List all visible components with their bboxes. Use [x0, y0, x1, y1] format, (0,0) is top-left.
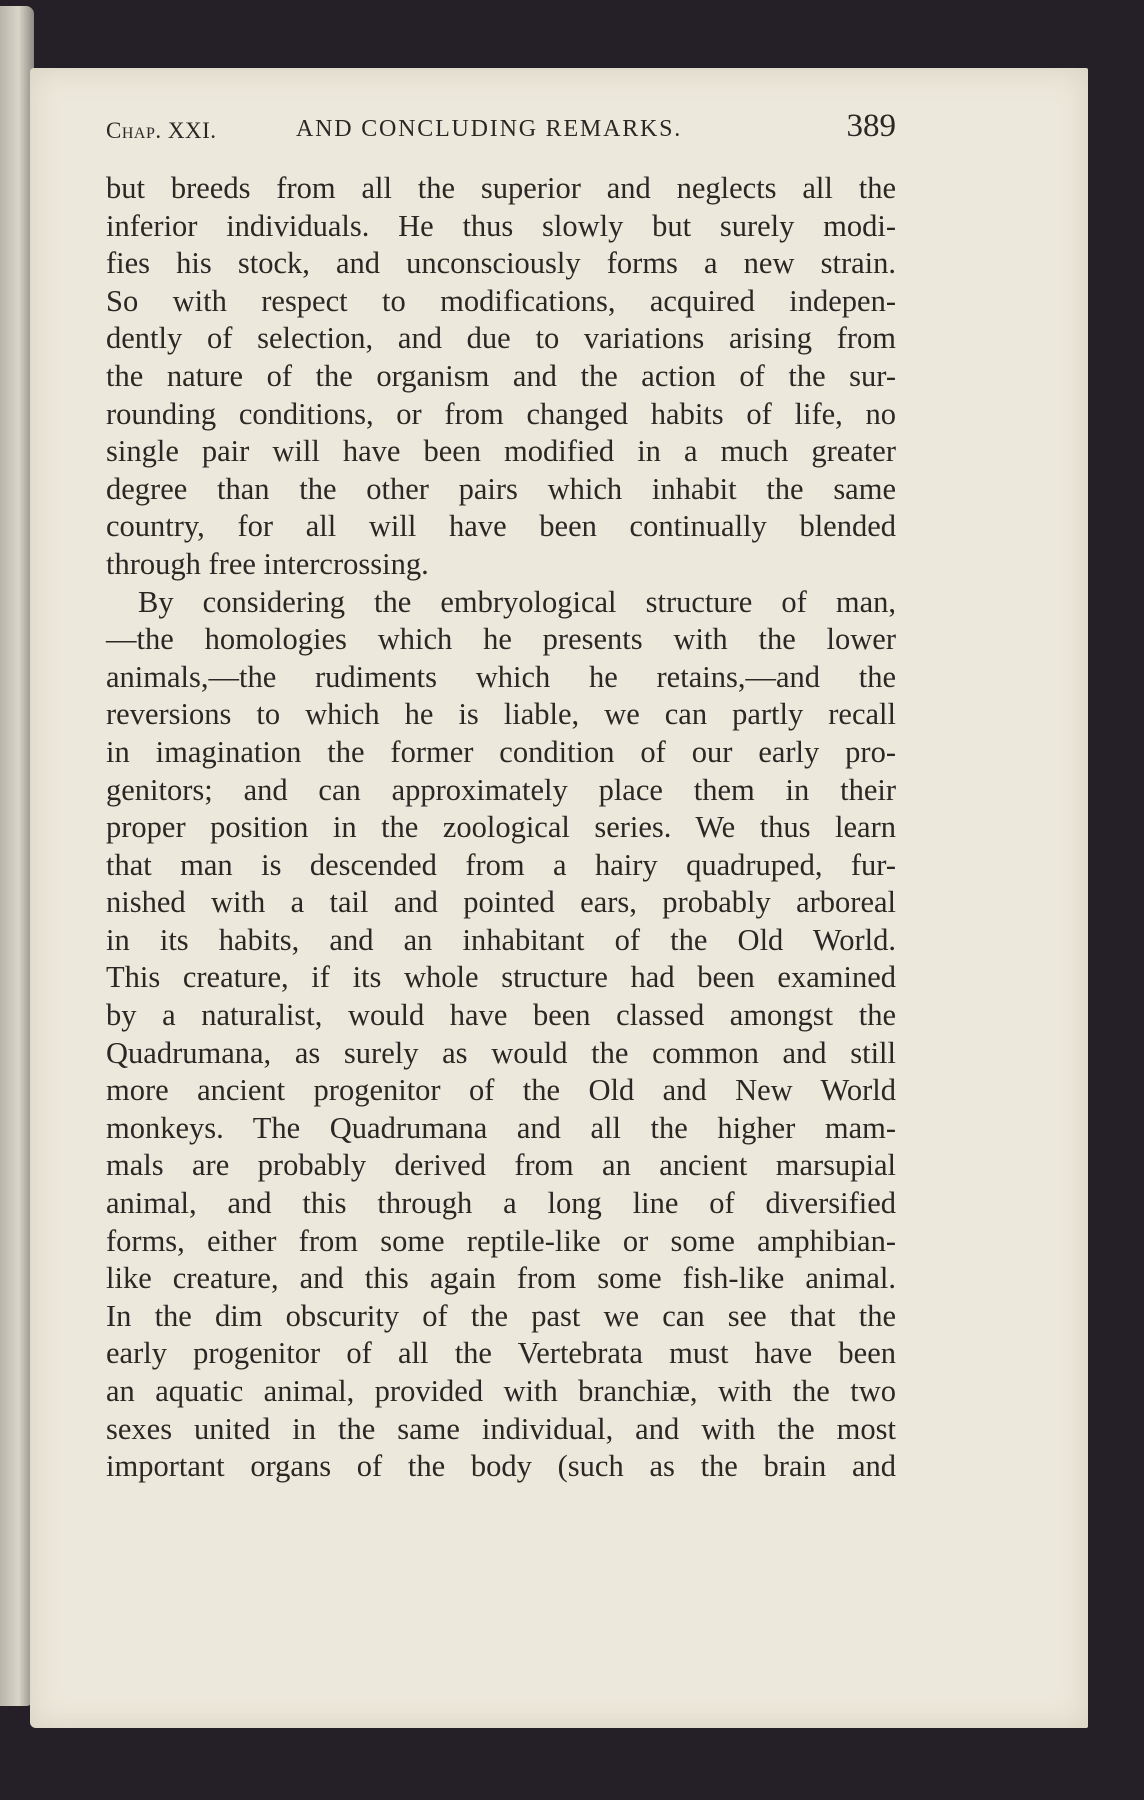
- text-line: fies his stock, and unconsciously forms a new strain.: [106, 246, 896, 281]
- text-line: an aquatic animal, provided with branchiæ, with the two: [106, 1374, 896, 1408]
- text-line: In the dim obscurity of the past we can see that the: [106, 1298, 896, 1333]
- text-line: dently of selection, and due to variations arising from: [106, 321, 896, 356]
- text-line: early progenitor of all the Vertebrata must have been: [106, 1336, 896, 1371]
- text-line: genitors; and can approximately place them in their: [106, 772, 896, 807]
- text-line: but breeds from all the superior and neglects all the: [106, 171, 896, 205]
- text-line: in its habits, and an inhabitant of the Old World.: [106, 922, 896, 957]
- text-line: degree than the other pairs which inhabit the same: [106, 471, 896, 506]
- text-line: nished with a tail and pointed ears, probably arboreal: [106, 885, 896, 920]
- text-line: proper position in the zoological series. We thus learn: [106, 810, 896, 845]
- text-line: —the homologies which he presents with the lower: [106, 622, 896, 657]
- text-line: monkeys. The Quadrumana and all the higher mam-: [106, 1110, 896, 1145]
- text-line: like creature, and this again from some fish-like animal.: [106, 1261, 896, 1296]
- page-number: 389: [846, 108, 896, 144]
- text-line: mals are probably derived from an ancient marsupial: [106, 1148, 896, 1183]
- text-line: country, for all will have been continually blended: [106, 509, 896, 544]
- text-line: that man is descended from a hairy quadruped, fur-: [106, 847, 896, 882]
- text-line: sexes united in the same individual, and with the most: [106, 1411, 896, 1446]
- running-title: AND CONCLUDING REMARKS.: [296, 116, 683, 142]
- text-line: inferior individuals. He thus slowly but surely modi-: [106, 208, 896, 243]
- text-line: This creature, if its whole structure had been examined: [106, 960, 896, 995]
- paragraph-end-line: through free intercrossing.: [106, 546, 429, 581]
- text-line: more ancient progenitor of the Old and New World: [106, 1073, 896, 1108]
- text-line: animals,—the rudiments which he retains,—and the: [106, 659, 896, 694]
- paragraph-start-line: By considering the embryological structure of man,: [138, 584, 896, 619]
- chapter-label: Chap. XXI.: [106, 118, 217, 143]
- text-line: in imagination the former condition of our early pro-: [106, 734, 896, 769]
- text-line: So with respect to modifications, acquired indepen-: [106, 283, 896, 318]
- text-line: the nature of the organism and the action of the sur-: [106, 358, 896, 393]
- text-line: rounding conditions, or from changed habits of life, no: [106, 396, 896, 431]
- text-line: forms, either from some reptile-like or some amphibian-: [106, 1223, 896, 1258]
- text-line: by a naturalist, would have been classed amongst the: [106, 998, 896, 1033]
- text-line: single pair will have been modified in a much greater: [106, 434, 896, 469]
- body-text: [106, 170, 896, 1486]
- text-line: animal, and this through a long line of diversified: [106, 1186, 896, 1221]
- text-line: important organs of the body (such as the brain and: [106, 1449, 896, 1484]
- text-line: reversions to which he is liable, we can partly recall: [106, 697, 896, 732]
- running-head: [106, 106, 896, 150]
- facing-page-edge: [0, 6, 34, 1706]
- text-line: Quadrumana, as surely as would the common and still: [106, 1035, 896, 1070]
